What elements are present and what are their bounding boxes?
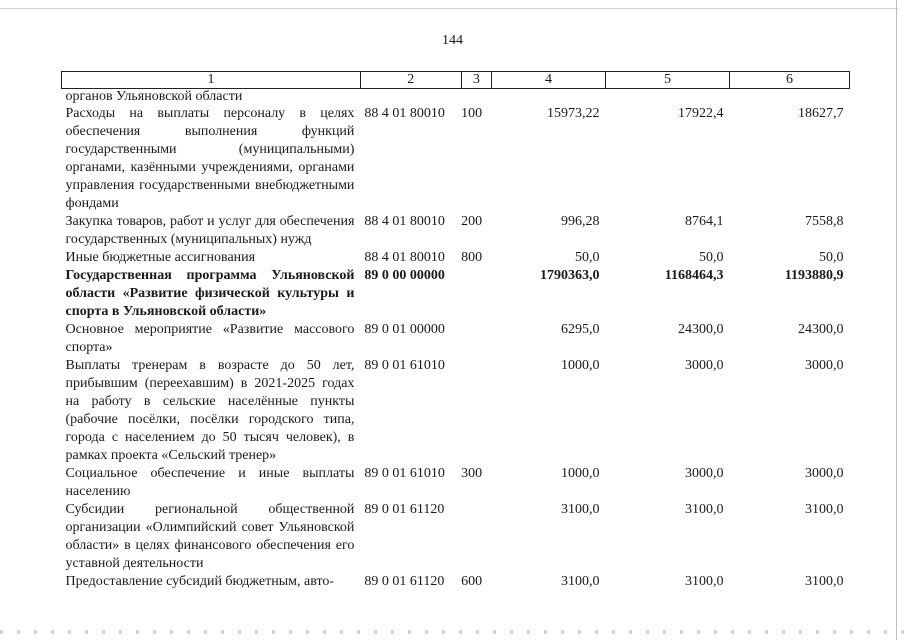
amount-2024-cell: 3000,0 [805,358,844,373]
target-article-cell: 88 4 01 80010 [364,214,445,229]
row-name-cell: Расходы на выплаты персоналу в целях обеспечения выполнения функций государственными (муниципальными) органами, казёнными учреждениями, органами управления государственными внебюджетными фондами [65,106,355,211]
amount-2022-cell: 1000,0 [560,358,600,373]
expense-kind-cell: 300 [461,466,483,481]
table-row [62,501,850,573]
table-row [62,357,850,465]
target-article-cell: 88 4 01 80010 [364,106,445,121]
amount-2024-cell: 3000,0 [805,466,844,481]
expense-kind-cell [461,321,492,357]
amount-2024-cell: 24300,0 [798,322,844,337]
amount-2022-cell [492,89,606,106]
amount-2023-cell: 24300,0 [677,322,724,337]
header-cell: 6 [729,72,849,89]
amount-2022-cell: 3100,0 [560,574,600,589]
table-row [62,213,850,249]
amount-2022-cell: 50,0 [574,250,600,265]
target-article-cell [360,89,461,106]
amount-2024-cell: 3100,0 [805,574,844,589]
row-name-cell: Иные бюджетные ассигнования [65,250,256,265]
header-cell: 1 [62,72,361,89]
amount-2023-cell: 3000,0 [684,358,724,373]
table-row [62,89,850,106]
row-name-cell: органов Ульяновской области [65,89,243,104]
row-name-cell: Субсидии региональной общественной организации «Олимпийский совет Ульяновской области» в целях финансового обеспечения его уставной деятельности [65,502,355,571]
amount-2023-cell: 50,0 [698,250,724,265]
expense-kind-cell [461,89,492,106]
target-article-cell: 88 4 01 80010 [364,250,445,265]
scan-right-edge [896,0,897,640]
amount-2023-cell [605,89,729,106]
table-row [62,249,850,267]
expense-kind-cell [461,501,492,573]
target-article-cell: 89 0 01 61120 [364,574,445,589]
target-article-cell: 89 0 01 61010 [364,358,445,373]
row-name-cell: Выплаты тренерам в возрасте до 50 лет, прибывшим (переехавшим) в 2021-2025 годах на работу в сельские населённые пункты (рабочие посёлки, посёлки городского типа, города с населением до 50 тысяч человек), в рамках проекта «Сельский тренер» [65,358,355,463]
expense-kind-cell [461,357,492,465]
header-cell: 4 [492,72,606,89]
expense-kind-cell: 100 [461,106,483,121]
expense-kind-cell [461,267,492,321]
amount-2024-cell [729,89,849,106]
budget-table [61,71,850,591]
page-number: 144 [442,33,463,48]
amount-2024-cell: 1193880,9 [784,268,844,283]
amount-2024-cell: 50,0 [819,250,844,265]
row-name-cell: Государственная программа Ульяновской области «Развитие физической культуры и спорта в Ульяновской области» [65,268,355,319]
expense-kind-cell: 800 [461,250,483,265]
amount-2023-cell: 3100,0 [684,574,724,589]
amount-2022-cell: 6295,0 [560,322,600,337]
table-row [62,321,850,357]
header-cell: 2 [360,72,461,89]
amount-2023-cell: 3100,0 [684,502,724,517]
amount-2022-cell: 3100,0 [560,502,600,517]
row-name-cell: Предоставление субсидий бюджетным, авто- [65,574,335,589]
amount-2023-cell: 3000,0 [684,466,724,481]
amount-2022-cell: 15973,22 [546,106,600,121]
expense-kind-cell: 600 [461,574,483,589]
table-row [62,573,850,591]
row-name-cell: Основное мероприятие «Развитие массового спорта» [65,322,355,355]
target-article-cell: 89 0 01 61120 [364,502,445,517]
table-row [62,267,850,321]
header-cell: 5 [605,72,729,89]
amount-2022-cell: 1000,0 [560,466,600,481]
amount-2024-cell: 18627,7 [798,106,844,121]
amount-2023-cell: 8764,1 [684,214,724,229]
scan-top-edge [0,8,898,9]
amount-2024-cell: 7558,8 [805,214,844,229]
amount-2024-cell: 3100,0 [805,502,844,517]
amount-2023-cell: 17922,4 [677,106,724,121]
table-row [62,105,850,213]
row-name-cell: Социальное обеспечение и иные выплаты населению [65,466,355,499]
target-article-cell: 89 0 00 00000 [364,268,445,283]
scan-bottom-edge [0,630,905,634]
amount-2022-cell: 1790363,0 [539,268,600,283]
table-row [62,465,850,501]
target-article-cell: 89 0 01 61010 [364,466,445,481]
row-name-cell: Закупка товаров, работ и услуг для обеспечения государственных (муниципальных) нужд [65,214,355,247]
amount-2022-cell: 996,28 [560,214,600,229]
header-row [62,72,850,89]
amount-2023-cell: 1168464,3 [664,268,724,283]
target-article-cell: 89 0 01 00000 [364,322,445,337]
header-cell: 3 [461,72,492,89]
expense-kind-cell: 200 [461,214,483,229]
